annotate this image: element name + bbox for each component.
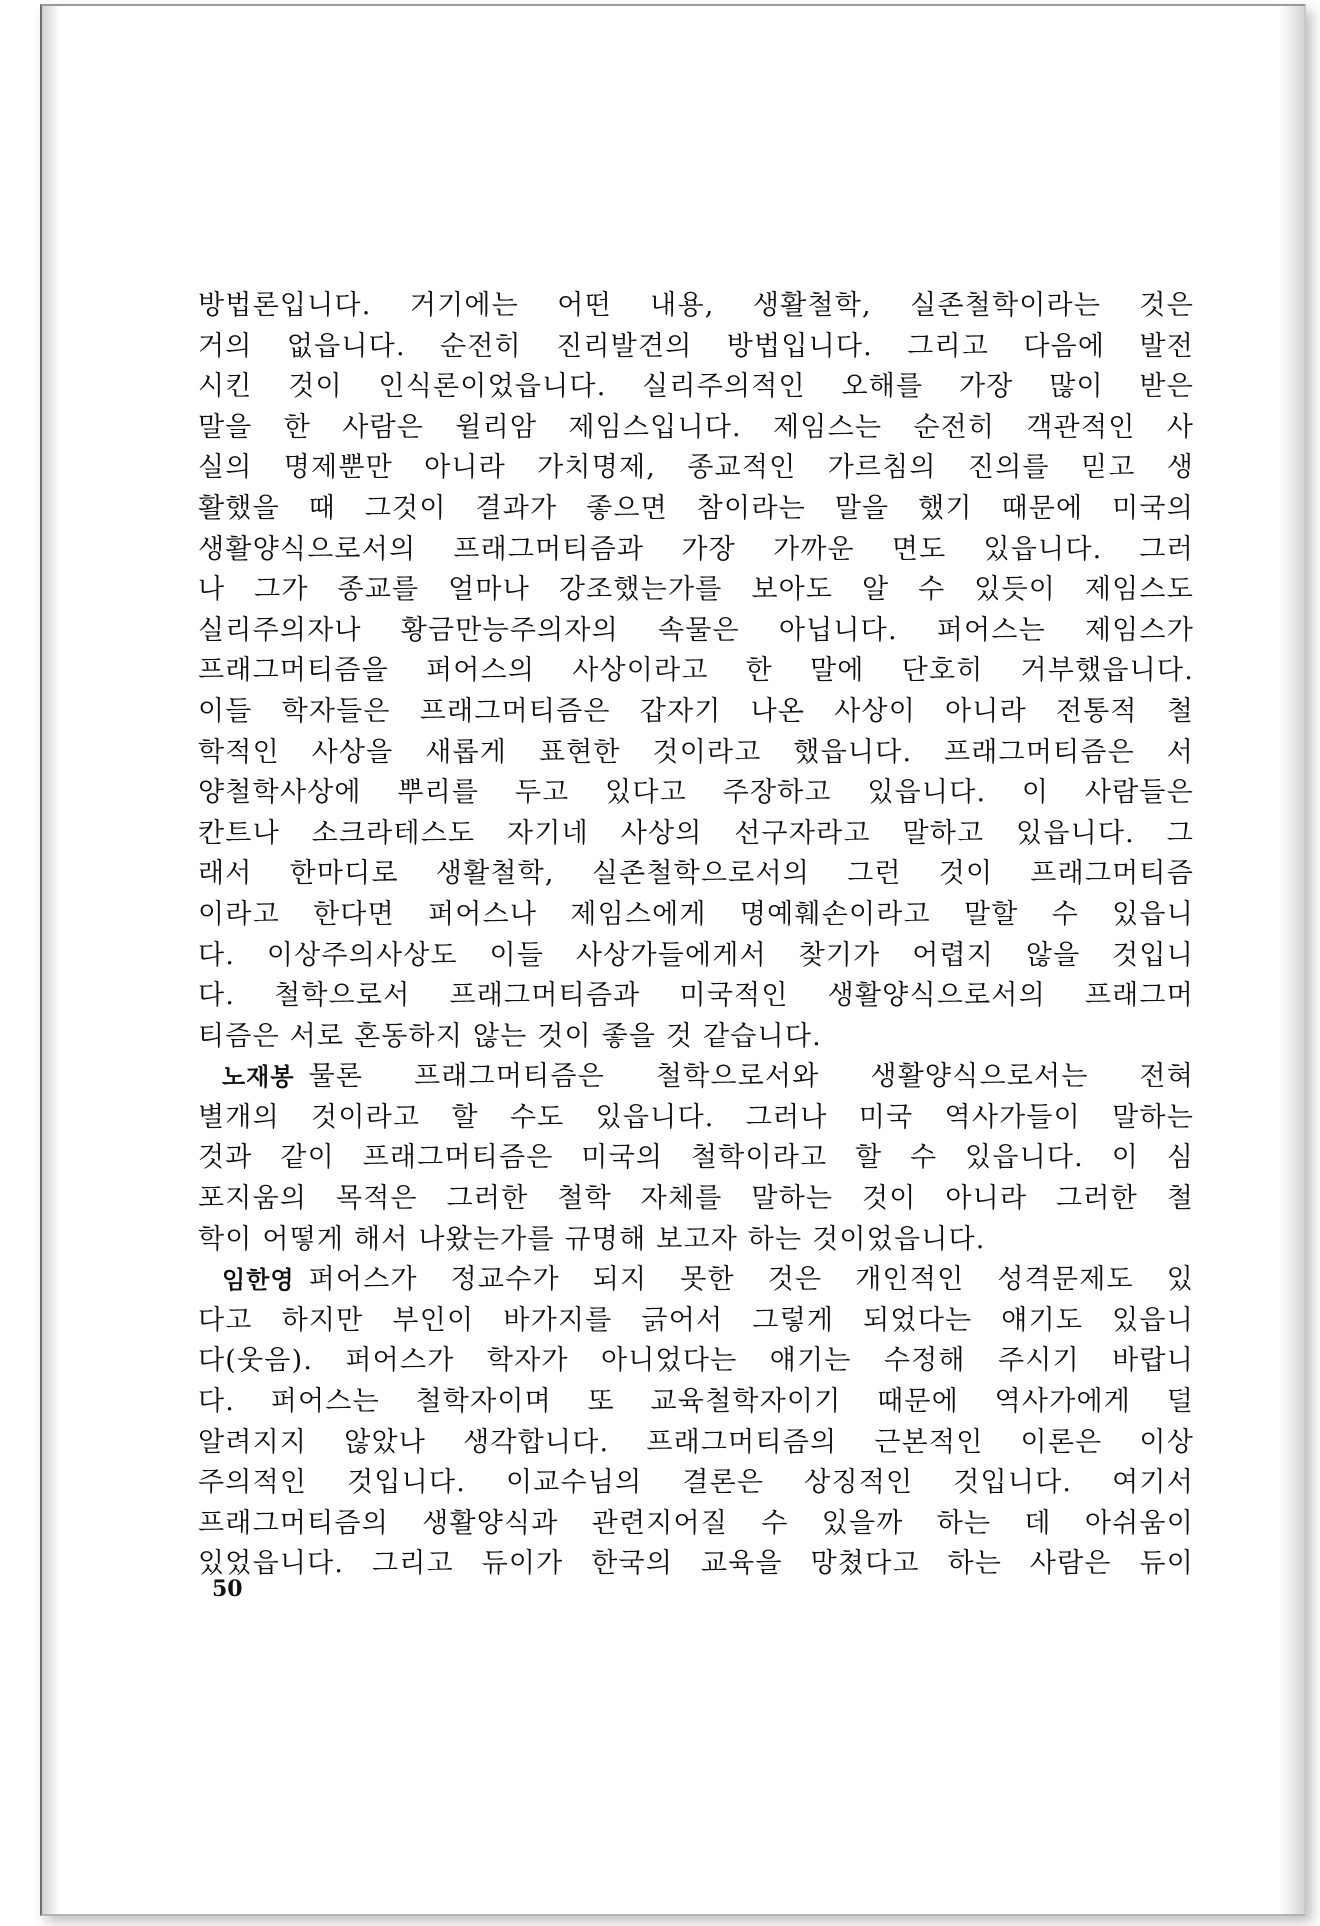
text-line: 나 그가 종교를 얼마나 강조했는가를 보아도 알 수 있듯이 제임스도 <box>198 574 1194 606</box>
text-line: 다. 이상주의사상도 이들 사상가들에게서 찾기가 어렵지 않을 것입니 <box>198 939 1194 971</box>
text-line: 티즘은 서로 혼동하지 않는 것이 좋을 것 같습니다. <box>198 1020 822 1052</box>
text-line: 거의 없읍니다. 순전히 진리발견의 방법입니다. 그리고 다음에 발전 <box>198 330 1194 362</box>
paragraph-2 <box>198 1057 1194 1260</box>
text-line: 실의 명제뿐만 아니라 가치명제, 종교적인 가르침의 진의를 믿고 생 <box>198 452 1194 484</box>
page-edge <box>1278 6 1304 1914</box>
text-line: 포지움의 목적은 그러한 철학 자체를 말하는 것이 아니라 그러한 철 <box>198 1183 1194 1215</box>
text-line: 이라고 한다면 퍼어스나 제임스에게 명예훼손이라고 말할 수 있읍니 <box>198 898 1194 930</box>
text-line: 학적인 사상을 새롭게 표현한 것이라고 했읍니다. 프래그머티즘은 서 <box>198 736 1194 768</box>
text-line: 주의적인 것입니다. 이교수님의 결론은 상징적인 것입니다. 여기서 <box>198 1467 1194 1499</box>
text-line: 래서 한마디로 생활철학, 실존철학으로서의 그런 것이 프래그머티즘 <box>198 858 1194 890</box>
text-line: 학이 어떻게 해서 나왔는가를 규명해 보고자 하는 것이었읍니다. <box>198 1223 986 1255</box>
speaker-name: 노재봉 <box>222 1063 295 1092</box>
text-line: 다고 하지만 부인이 바가지를 긁어서 그렇게 되었다는 얘기도 있읍니 <box>198 1304 1194 1336</box>
page-number: 50 <box>212 1576 243 1602</box>
text-line: 다. 철학으로서 프래그머티즘과 미국적인 생활양식으로서의 프래그머 <box>198 980 1194 1012</box>
text-line: 양철학사상에 뿌리를 두고 있다고 주장하고 있읍니다. 이 사람들은 <box>198 777 1194 809</box>
body-text <box>198 286 1194 1585</box>
text-line: 것과 같이 프래그머티즘은 미국의 철학이라고 할 수 있읍니다. 이 심 <box>198 1142 1194 1174</box>
text-line: 프래그머티즘의 생활양식과 관련지어질 수 있을까 하는 데 아쉬움이 <box>198 1507 1194 1539</box>
spine-shadow <box>42 6 60 1914</box>
text-line: 활했을 때 그것이 결과가 좋으면 참이라는 말을 했기 때문에 미국의 <box>198 492 1194 524</box>
text-line: 별개의 것이라고 할 수도 있읍니다. 그러나 미국 역사가들이 말하는 <box>198 1101 1194 1133</box>
text-line: 다. 퍼어스는 철학자이며 또 교육철학자이기 때문에 역사가에게 덜 <box>198 1386 1194 1418</box>
text-line: 실리주의자나 황금만능주의자의 속물은 아닙니다. 퍼어스는 제임스가 <box>198 614 1194 646</box>
text-line: 생활양식으로서의 프래그머티즘과 가장 가까운 면도 있읍니다. 그러 <box>198 533 1194 565</box>
text-line: 알려지지 않았나 생각합니다. 프래그머티즘의 근본적인 이론은 이상 <box>198 1426 1194 1458</box>
paragraph-3 <box>198 1260 1194 1585</box>
text-line: 시킨 것이 인식론이었읍니다. 실리주의적인 오해를 가장 많이 받은 <box>198 371 1194 403</box>
paragraph-1 <box>198 286 1194 1057</box>
text-line: 이들 학자들은 프래그머티즘은 갑자기 나온 사상이 아니라 전통적 철 <box>198 695 1194 727</box>
text-line: 있었읍니다. 그리고 듀이가 한국의 교육을 망쳤다고 하는 사람은 듀이 <box>198 1548 1194 1580</box>
speaker-text: 퍼어스가 정교수가 되지 못한 것은 개인적인 성격문제도 있 <box>308 1264 1194 1296</box>
text-line: 칸트나 소크라테스도 자기네 사상의 선구자라고 말하고 있읍니다. 그 <box>198 817 1194 849</box>
speaker-text: 물론 프래그머티즘은 철학으로서와 생활양식으로서는 전혀 <box>308 1061 1194 1093</box>
text-line: 말을 한 사람은 윌리암 제임스입니다. 제임스는 순전히 객관적인 사 <box>198 411 1194 443</box>
speaker-line <box>198 1260 1194 1301</box>
speaker-name: 임한영 <box>222 1266 295 1295</box>
text-line: 방법론입니다. 거기에는 어떤 내용, 생활철학, 실존철학이라는 것은 <box>198 290 1194 321</box>
speaker-line <box>198 1057 1194 1098</box>
text-line: 다(웃음). 퍼어스가 학자가 아니었다는 얘기는 수정해 주시기 바랍니 <box>198 1345 1194 1377</box>
text-line: 프래그머티즘을 퍼어스의 사상이라고 한 말에 단호히 거부했읍니다. <box>198 655 1194 687</box>
